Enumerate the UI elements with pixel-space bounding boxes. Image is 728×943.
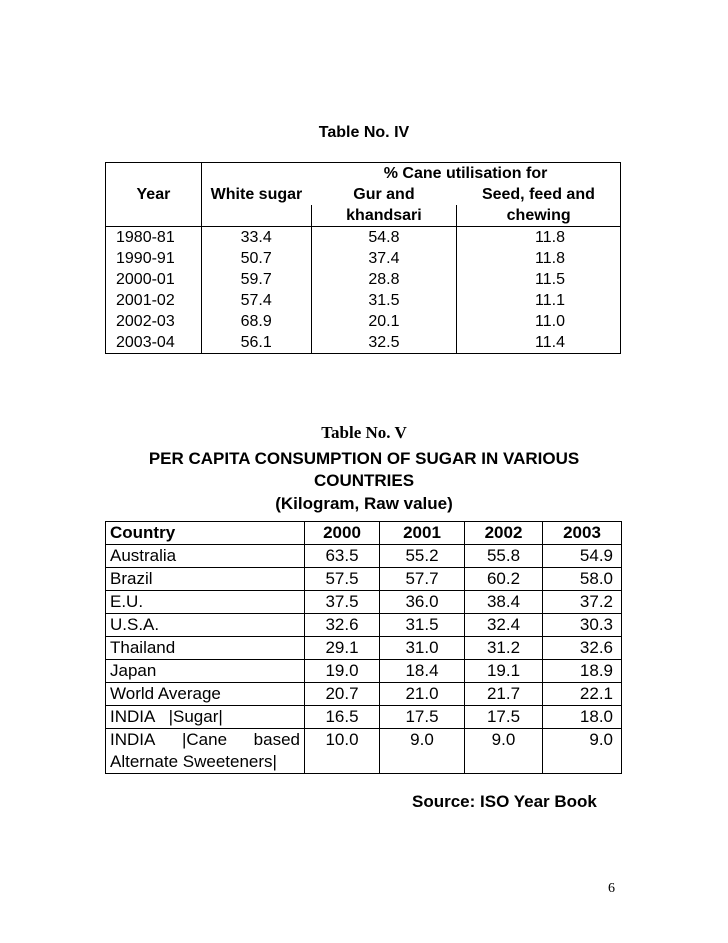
value-cell: 37.5 (305, 591, 380, 614)
white-sugar-cell: 56.1 (201, 332, 311, 354)
india-cane-word-2: |Cane (181, 730, 228, 749)
country-cell: Japan (106, 660, 305, 683)
value-cell: 18.4 (380, 660, 465, 683)
table-row (106, 706, 622, 729)
table-4-header-white-sugar: White sugar (201, 184, 311, 205)
year-cell: 2003-04 (106, 332, 202, 354)
value-cell: 18.0 (543, 706, 622, 729)
table-4-header-seed-line1: Seed, feed and (457, 184, 621, 205)
value-cell: 16.5 (305, 706, 380, 729)
table-row (106, 545, 622, 568)
table-header-row (106, 522, 622, 545)
table-row (106, 311, 621, 332)
white-sugar-cell: 59.7 (201, 269, 311, 290)
value-cell: 54.9 (543, 545, 622, 568)
country-cell: Brazil (106, 568, 305, 591)
table-row (106, 332, 621, 354)
table-4-header-seed-line2: chewing (457, 205, 621, 227)
column-header-2003: 2003 (543, 522, 622, 545)
white-sugar-cell: 33.4 (201, 227, 311, 249)
value-cell: 31.0 (380, 637, 465, 660)
column-header-2000: 2000 (305, 522, 380, 545)
value-cell: 38.4 (465, 591, 543, 614)
table-4-header-gur-line2: khandsari (311, 205, 457, 227)
country-cell: World Average (106, 683, 305, 706)
table-4-header-gur-line1: Gur and (353, 186, 415, 203)
value-cell: 58.0 (543, 568, 622, 591)
table-row (106, 591, 622, 614)
white-sugar-cell: 57.4 (201, 290, 311, 311)
gur-khandsari-cell: 54.8 (311, 227, 457, 249)
table-row (106, 637, 622, 660)
value-cell: 17.5 (380, 706, 465, 729)
india-cane-line2: Alternate Sweeteners| (110, 752, 277, 771)
value-cell: 17.5 (465, 706, 543, 729)
value-cell: 21.7 (465, 683, 543, 706)
value-cell: 31.2 (465, 637, 543, 660)
seed-feed-cell: 11.0 (457, 311, 621, 332)
table-row (106, 227, 621, 249)
seed-feed-cell: 11.4 (457, 332, 621, 354)
value-cell: 60.2 (465, 568, 543, 591)
seed-feed-cell: 11.5 (457, 269, 621, 290)
seed-feed-cell: 11.8 (457, 227, 621, 249)
table-row (106, 568, 622, 591)
column-header-2001: 2001 (380, 522, 465, 545)
country-cell: U.S.A. (106, 614, 305, 637)
table-row (106, 269, 621, 290)
value-cell: 9.0 (465, 729, 543, 774)
gur-khandsari-cell: 37.4 (311, 248, 457, 269)
table-4-header-year: Year (106, 184, 202, 205)
value-cell: 10.0 (305, 729, 380, 774)
value-cell: 63.5 (305, 545, 380, 568)
value-cell: 19.0 (305, 660, 380, 683)
country-cell: Thailand (106, 637, 305, 660)
white-sugar-cell: 50.7 (201, 248, 311, 269)
table-row (106, 248, 621, 269)
table-4 (105, 162, 621, 354)
value-cell: 19.1 (465, 660, 543, 683)
table-row (106, 683, 622, 706)
column-header-2002: 2002 (465, 522, 543, 545)
year-cell: 1990-91 (106, 248, 202, 269)
table-row (106, 660, 622, 683)
india-cane-word-3: based (253, 730, 300, 749)
value-cell: 36.0 (380, 591, 465, 614)
table-row (106, 614, 622, 637)
value-cell: 57.7 (380, 568, 465, 591)
value-cell: 32.6 (305, 614, 380, 637)
value-cell: 31.5 (380, 614, 465, 637)
value-cell: 32.6 (543, 637, 622, 660)
value-cell: 37.2 (543, 591, 622, 614)
value-cell: 32.4 (465, 614, 543, 637)
value-cell: 57.5 (305, 568, 380, 591)
value-cell: 20.7 (305, 683, 380, 706)
year-cell: 1980-81 (106, 227, 202, 249)
source-note: Source: ISO Year Book (412, 792, 597, 811)
seed-feed-cell: 11.8 (457, 248, 621, 269)
country-cell: E.U. (106, 591, 305, 614)
table-4-title: Table No. IV (318, 124, 410, 141)
value-cell: 55.8 (465, 545, 543, 568)
value-cell: 21.0 (380, 683, 465, 706)
gur-khandsari-cell: 20.1 (311, 311, 457, 332)
india-cane-word-1: INDIA (110, 730, 156, 749)
country-cell (106, 729, 305, 774)
white-sugar-cell: 68.9 (201, 311, 311, 332)
gur-khandsari-cell: 32.5 (311, 332, 457, 354)
page-number: 6 (608, 881, 615, 896)
year-cell: 2001-02 (106, 290, 202, 311)
table-row (106, 729, 622, 774)
value-cell: 55.2 (380, 545, 465, 568)
year-cell: 2002-03 (106, 311, 202, 332)
value-cell: 9.0 (380, 729, 465, 774)
column-header-country: Country (106, 522, 305, 545)
table-5-subheading: (Kilogram, Raw value) (275, 494, 453, 513)
value-cell: 18.9 (543, 660, 622, 683)
table-4-year-spacer (106, 163, 202, 185)
table-row (106, 290, 621, 311)
gur-khandsari-cell: 31.5 (311, 290, 457, 311)
table-5 (105, 521, 622, 774)
table-4-header-year-blank (106, 205, 202, 227)
country-cell: INDIA |Sugar| (106, 706, 305, 729)
table-5-heading: PER CAPITA CONSUMPTION OF SUGAR IN VARIOUS COUNTRIES (148, 449, 580, 490)
country-cell: Australia (106, 545, 305, 568)
table-4-header-white-blank (201, 205, 311, 227)
value-cell: 29.1 (305, 637, 380, 660)
value-cell: 9.0 (543, 729, 622, 774)
gur-khandsari-cell: 28.8 (311, 269, 457, 290)
india-cane-line1 (110, 729, 300, 751)
table-4-group-header: % Cane utilisation for (311, 163, 620, 185)
value-cell: 22.1 (543, 683, 622, 706)
table-4-white-spacer (201, 163, 311, 185)
year-cell: 2000-01 (106, 269, 202, 290)
value-cell: 30.3 (543, 614, 622, 637)
table-5-label: Table No. V (321, 423, 407, 442)
seed-feed-cell: 11.1 (457, 290, 621, 311)
